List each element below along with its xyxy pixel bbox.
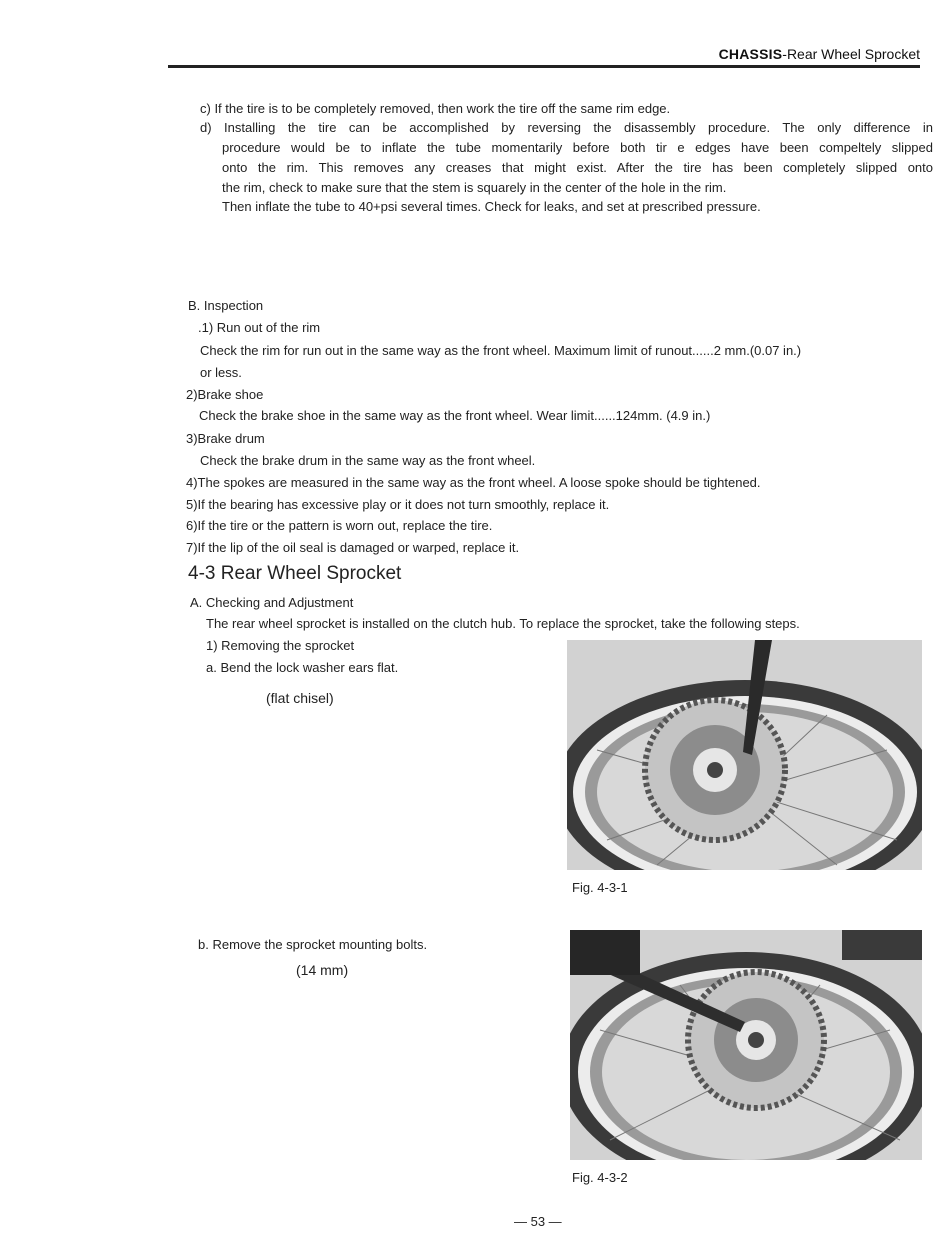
inspection-line: 5)If the bearing has excessive play or it does not turn smoothly, replace it. xyxy=(186,497,610,512)
step-a-tool: (flat chisel) xyxy=(266,690,334,706)
inspection-heading: B. Inspection xyxy=(188,298,264,313)
running-header xyxy=(719,46,920,62)
header-separator: - xyxy=(782,46,787,62)
header-section: CHASSIS xyxy=(718,46,783,62)
figure-caption: Fig. 4-3-2 xyxy=(572,1170,628,1185)
step-d-line-4: the rim, check to make sure that the stem is squarely in the center of the hole in the rim. xyxy=(222,180,727,195)
step-d-line-5: Then inflate the tube to 40+psi several times. Check for leaks, and set at prescribed pressure. xyxy=(222,199,761,214)
section-intro: The rear wheel sprocket is installed on the clutch hub. To replace the sprocket, take the following steps. xyxy=(206,616,800,631)
inspection-line: Check the brake drum in the same way as the front wheel. xyxy=(200,453,536,468)
figure-photo-rear-wheel-wrench xyxy=(570,930,922,1160)
section-title: 4-3 Rear Wheel Sprocket xyxy=(188,563,402,584)
wheel-sprocket-illustration xyxy=(570,930,922,1160)
step-b-tool: (14 mm) xyxy=(296,962,349,978)
inspection-line: 2)Brake shoe xyxy=(186,387,264,402)
wheel-sprocket-illustration xyxy=(567,640,922,870)
step-d-line-3: onto the rim. This removes any creases that might exist. After the tire has been completely slipped onto xyxy=(222,160,933,175)
figure-caption: Fig. 4-3-1 xyxy=(572,880,628,895)
step-a: a. Bend the lock washer ears flat. xyxy=(206,660,399,675)
step-removing-sprocket: 1) Removing the sprocket xyxy=(206,638,355,653)
step-d-line-2: procedure would be to inflate the tube momentarily before both tir e edges have been compeltely slipped xyxy=(222,140,933,155)
header-rule xyxy=(168,65,920,68)
step-b: b. Remove the sprocket mounting bolts. xyxy=(198,937,428,952)
header-title: Rear Wheel Sprocket xyxy=(786,46,920,62)
inspection-line: 7)If the lip of the oil seal is damaged or warped, replace it. xyxy=(186,540,520,555)
inspection-line: 3)Brake drum xyxy=(186,431,265,446)
inspection-line: 6)If the tire or the pattern is worn out, replace the tire. xyxy=(186,518,493,533)
inspection-line: 4)The spokes are measured in the same way as the front wheel. A loose spoke should be tightened. xyxy=(186,475,761,490)
step-d-line-1: d) Installing the tire can be accomplished by reversing the disassembly procedure. The only difference in xyxy=(200,120,933,135)
inspection-line: or less. xyxy=(200,365,242,380)
section-subheading: A. Checking and Adjustment xyxy=(190,595,354,610)
inspection-line: Check the rim for run out in the same way as the front wheel. Maximum limit of runout......2 mm.(0.07 in.) xyxy=(200,343,802,358)
figure-photo-rear-wheel-chisel xyxy=(567,640,922,870)
page-number: — 53 — xyxy=(514,1214,562,1229)
inspection-line: .1) Run out of the rim xyxy=(198,320,321,335)
inspection-line: Check the brake shoe in the same way as the front wheel. Wear limit......124mm. (4.9 in.) xyxy=(199,408,711,423)
step-c: c) If the tire is to be completely removed, then work the tire off the same rim edge. xyxy=(200,101,671,116)
